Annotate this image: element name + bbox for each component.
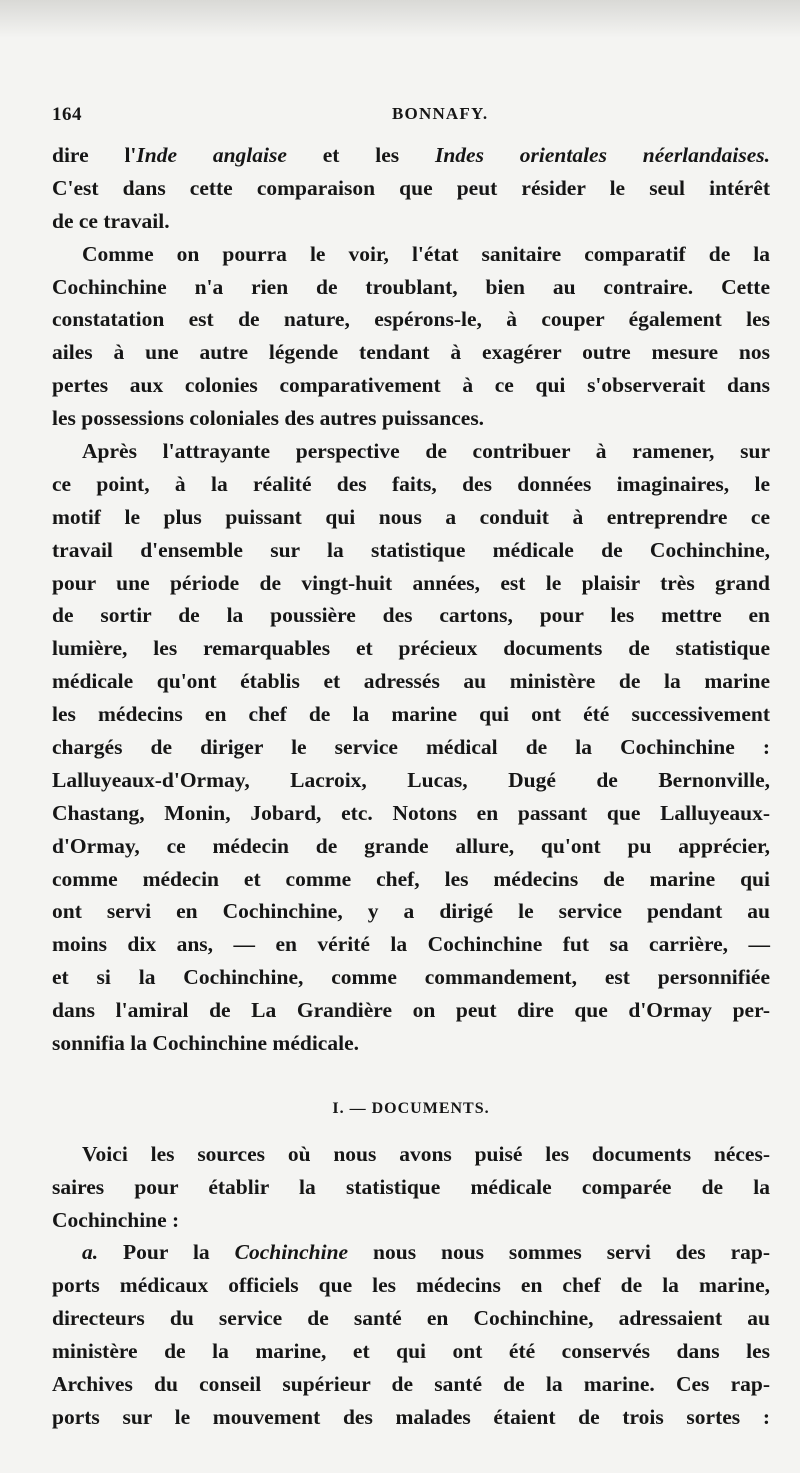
text-line: Comme on pourra le voir, l'état sanitaire comparatif de la	[82, 241, 770, 266]
text-line: les possessions coloniales des autres puissances.	[52, 406, 485, 431]
text-line	[52, 139, 770, 172]
spacer	[52, 1126, 770, 1138]
body-text	[52, 139, 770, 1434]
italic-run: Indes orientales néerlandaises.	[434, 143, 770, 167]
text-line: chargés de diriger le service médical de la Cochinchine :	[52, 735, 770, 760]
text-run: dire l'	[52, 143, 137, 167]
text-line: dans l'amiral de La Grandière on peut dire que d'Ormay per-	[52, 998, 770, 1023]
list-marker: a.	[82, 1240, 99, 1265]
text-run: nous nous sommes servi des rap-	[348, 1240, 770, 1265]
text-line: de sortir de la poussière des cartons, pour les mettre en	[52, 603, 770, 628]
italic-run: Cochinchine	[234, 1240, 349, 1265]
text-line: Cochinchine :	[52, 1207, 180, 1232]
text-line: motif le plus puissant qui nous a conduit à entreprendre ce	[52, 504, 770, 529]
text-line: médicale qu'ont établis et adressés au ministère de la marine	[52, 669, 770, 694]
text-line: Chastang, Monin, Jobard, etc. Notons en passant que Lalluyeaux-	[52, 800, 770, 825]
text-line: Archives du conseil supérieur de santé de la marine. Ces rap-	[52, 1371, 770, 1396]
text-line: d'Ormay, ce médecin de grande allure, qu'ont pu apprécier,	[52, 833, 770, 858]
text-line: ont servi en Cochinchine, y a dirigé le service pendant au	[52, 899, 770, 924]
italic-run	[82, 1240, 235, 1264]
text-line: de ce travail.	[52, 208, 170, 233]
text-line: Voici les sources où nous avons puisé les documents néces-	[82, 1141, 770, 1166]
text-line: travail d'ensemble sur la statistique médicale de Cochinchine,	[52, 537, 770, 562]
text-line	[52, 1236, 770, 1269]
text-line: Lalluyeaux-d'Ormay, Lacroix, Lucas, Dugé de Bernonville,	[52, 767, 770, 792]
running-header	[52, 104, 770, 128]
text-line: lumière, les remarquables et précieux documents de statistique	[52, 636, 770, 661]
section-heading: I. — DOCUMENTS.	[332, 1099, 490, 1117]
spacer	[52, 1060, 770, 1093]
page-edge-shadow	[0, 0, 800, 38]
text-line: Après l'attrayante perspective de contribuer à ramener, sur	[82, 439, 770, 464]
text-line: saires pour établir la statistique médicale comparée de la	[52, 1174, 770, 1199]
text-line: sonnifia la Cochinchine médicale.	[52, 1031, 359, 1056]
page-number: 164	[52, 104, 82, 125]
text-run: Pour la	[98, 1240, 235, 1265]
running-title: BONNAFY.	[392, 104, 489, 123]
text-line: directeurs du service de santé en Cochinchine, adressaient au	[52, 1306, 770, 1331]
text-line: comme médecin et comme chef, les médecins de marine qui	[52, 866, 770, 891]
text-line: Cochinchine n'a rien de troublant, bien au contraire. Cette	[52, 274, 770, 299]
text-line: ce point, à la réalité des faits, des données imaginaires, le	[52, 471, 770, 496]
text-line: pertes aux colonies comparativement à ce qui s'observerait dans	[52, 373, 770, 398]
italic-run: Inde anglaise	[136, 143, 287, 167]
text-line: moins dix ans, — en vérité la Cochinchine fut sa carrière, —	[52, 932, 770, 957]
text-line: C'est dans cette comparaison que peut résider le seul intérêt	[52, 175, 770, 200]
text-line: pour une période de vingt-huit années, est le plaisir très grand	[52, 570, 770, 595]
text-run: et les	[286, 143, 435, 167]
text-line: les médecins en chef de la marine qui ont été successivement	[52, 702, 770, 727]
text-line: ministère de la marine, et qui ont été conservés dans les	[52, 1339, 770, 1364]
text-line: et si la Cochinchine, comme commandement, est personnifiée	[52, 965, 770, 990]
text-line: ailes à une autre légende tendant à exagérer outre mesure nos	[52, 340, 770, 365]
text-line: constatation est de nature, espérons-le, à couper également les	[52, 307, 770, 332]
text-line: ports sur le mouvement des malades étaient de trois sortes :	[52, 1404, 770, 1429]
text-line: ports médicaux officiels que les médecins en chef de la marine,	[52, 1273, 770, 1298]
